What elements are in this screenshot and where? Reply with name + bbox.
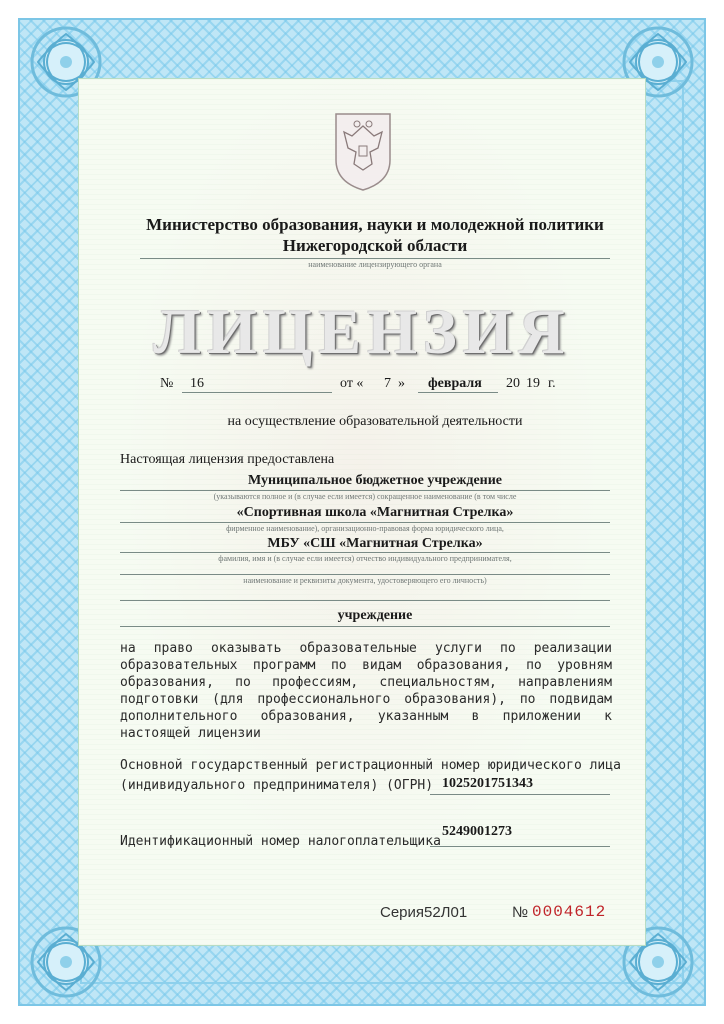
org-hint-1: (указываются полное и (в случае если имеется) сокращенное наименование (в том числе: [213, 492, 517, 501]
authority-underline: [140, 258, 610, 259]
ogrn-value: 1025201751343: [442, 776, 533, 791]
org-hint-2: фирменное наименование), организационно-правовая форма юридического лица,: [226, 524, 504, 533]
number-underline: [182, 392, 332, 393]
org-underline-6: [120, 626, 610, 627]
org-hint-3: фамилия, имя и (в случае если имеется) отчество индивидуального предпринимателя,: [218, 554, 512, 563]
org-line-2: «Спортивная школа «Магнитная Стрелка»: [236, 505, 514, 520]
document-title: ЛИЦЕНЗИЯ: [153, 296, 571, 367]
month-underline: [418, 392, 498, 393]
org-underline-5: [120, 600, 610, 601]
licensing-authority: [120, 214, 630, 256]
series-label: Серия: [380, 904, 425, 921]
date-month: февраля: [428, 376, 482, 391]
license-scope-text: на право оказывать образовательные услуги по реализации образовательных программ по видам образования, по уровням образования, по профессиям, специальностям, направлениям подготовки (для профессионального образования), по подвидам дополнительного образования, указанным в приложении к настоящей лицензии: [120, 641, 612, 741]
serial-number-label: №: [512, 904, 529, 921]
org-underline-2: [120, 522, 610, 523]
org-underline-3: [120, 552, 610, 553]
authority-line-2: Нижегородской области: [282, 236, 468, 255]
license-purpose: на осуществление образовательной деятельности: [227, 414, 523, 429]
ogrn-underline: [430, 794, 610, 795]
authority-hint: наименование лицензирующего органа: [308, 260, 442, 269]
org-line-3: МБУ «СШ «Магнитная Стрелка»: [267, 536, 483, 551]
date-year-suffix: 19: [526, 376, 540, 391]
org-line-1: Муниципальное бюджетное учреждение: [247, 473, 503, 488]
date-year-label: г.: [548, 376, 556, 391]
date-year-prefix: 20: [506, 376, 520, 391]
inn-label: Идентификационный номер налогоплательщика: [120, 834, 441, 849]
granted-to-label: Настоящая лицензия предоставлена: [120, 452, 335, 467]
series-value: 52Л01: [424, 904, 468, 921]
org-underline-4: [120, 574, 610, 575]
authority-line-1: Министерство образования, науки и молодежной политики: [146, 215, 604, 234]
date-day-close: »: [398, 376, 405, 391]
inn-value: 5249001273: [442, 824, 512, 839]
license-number: 16: [190, 376, 204, 391]
org-underline-1: [120, 490, 610, 491]
org-type: учреждение: [337, 608, 413, 623]
org-hint-4: наименование и реквизиты документа, удостоверяющего его личность): [243, 576, 487, 585]
number-label: №: [160, 376, 174, 391]
date-from-label: от «: [340, 376, 364, 391]
ogrn-label-line-2: (индивидуального предпринимателя) (ОГРН): [120, 778, 434, 793]
ogrn-label-line-1: Основной государственный регистрационный номер юридического лица: [120, 758, 621, 773]
date-day: 7: [384, 376, 391, 391]
coat-of-arms-icon: [330, 108, 396, 194]
inn-underline: [430, 846, 610, 847]
serial-number: 0004612: [532, 903, 607, 921]
